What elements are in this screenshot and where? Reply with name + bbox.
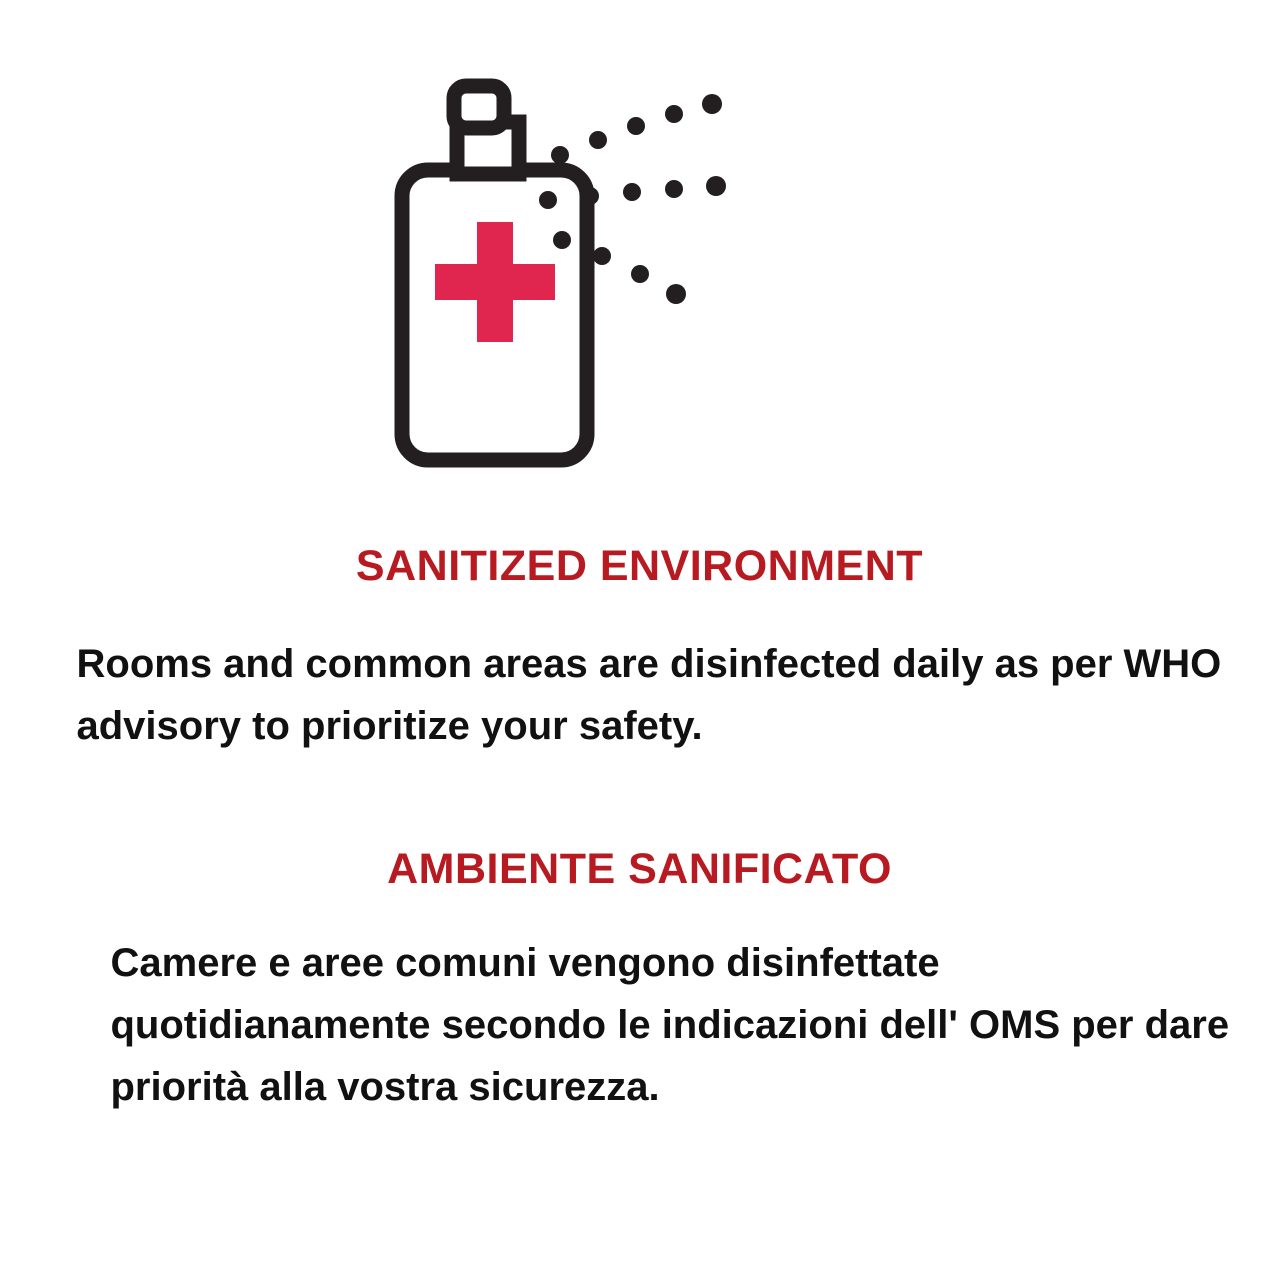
body-italian: Camere e aree comuni vengono disinfettate quotidianamente secondo le indicazioni dell' OMS per dare priorità alla vostra sicurezza. xyxy=(110,941,1230,1109)
heading-italian: AMBIENTE SANIFICATO xyxy=(387,845,892,893)
heading-english: SANITIZED ENVIRONMENT xyxy=(355,542,924,590)
disinfectant-spray-bottle-icon xyxy=(380,70,900,520)
spray-bottle-illustration xyxy=(380,70,900,520)
body-english: Rooms and common areas are disinfected daily as per WHO advisory to prioritize your safety. xyxy=(76,642,1222,748)
